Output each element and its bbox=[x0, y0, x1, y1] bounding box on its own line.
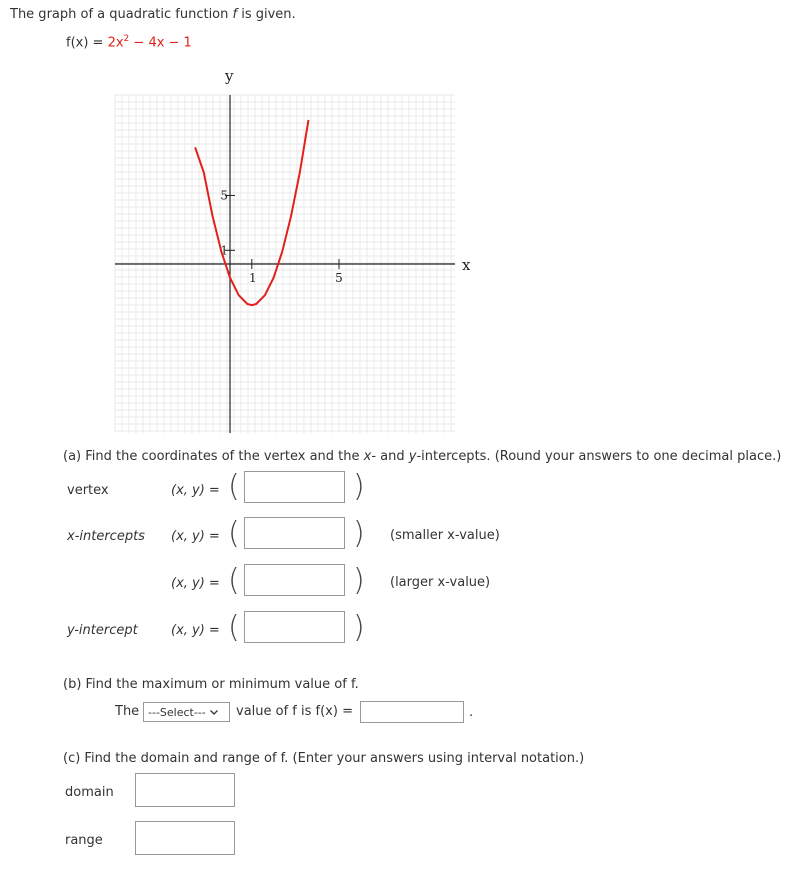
x-intercept-1-xy-label: (x, y) = bbox=[171, 529, 220, 544]
y-axis-label: y bbox=[225, 67, 234, 85]
x-intercept-1-left-paren: ( bbox=[228, 516, 240, 551]
part-a-text-2: - and bbox=[371, 449, 409, 464]
range-input[interactable] bbox=[135, 821, 235, 855]
function-term2: − 4x − 1 bbox=[129, 35, 192, 51]
part-b-prompt: (b) Find the maximum or minimum value of f. bbox=[63, 677, 359, 692]
x-axis-label: x bbox=[462, 256, 470, 274]
function-graph bbox=[100, 60, 470, 440]
part-c-prompt: (c) Find the domain and range of f. (Enter your answers using interval notation.) bbox=[63, 751, 585, 766]
y-intercept-right-paren: ) bbox=[353, 610, 365, 645]
part-a-x: x bbox=[363, 449, 372, 464]
intro-suffix: is given. bbox=[237, 7, 296, 22]
part-a-prompt bbox=[63, 449, 781, 464]
vertex-label: vertex bbox=[67, 483, 109, 498]
domain-label: domain bbox=[65, 785, 114, 800]
function-lhs: f(x) = bbox=[66, 35, 108, 51]
part-a-y: y bbox=[408, 449, 417, 464]
function-exponent: 2 bbox=[123, 34, 130, 44]
vertex-right-paren: ) bbox=[353, 469, 365, 504]
x-intercept-2-right-paren: ) bbox=[353, 563, 365, 598]
y-tick-label-5: 5 bbox=[220, 188, 228, 203]
x-tick-label-1: 1 bbox=[248, 271, 257, 285]
vertex-xy-label: (x, y) = bbox=[171, 483, 220, 498]
x-intercept-2-left-paren: ( bbox=[228, 563, 240, 598]
x-intercept-2-xy-label: (x, y) = bbox=[171, 576, 220, 591]
part-b-value-of: value of f is f(x) = bbox=[236, 704, 353, 719]
intro-text: The graph of a quadratic function bbox=[10, 7, 233, 22]
max-min-select-value: ---Select--- bbox=[148, 705, 206, 719]
vertex-left-paren: ( bbox=[228, 469, 240, 504]
x-tick-label-5: 5 bbox=[335, 271, 343, 285]
y-intercept-left-paren: ( bbox=[228, 610, 240, 645]
part-b-the: The bbox=[115, 704, 140, 719]
x-intercept-smaller-input[interactable] bbox=[244, 517, 345, 549]
part-a-text-1: (a) Find the coordinates of the vertex and the bbox=[63, 449, 364, 464]
part-a-text-3: -intercepts. (Round your answers to one decimal place.) bbox=[416, 449, 782, 464]
larger-x-note: (larger x-value) bbox=[390, 575, 491, 590]
y-intercept-input[interactable] bbox=[244, 611, 345, 643]
problem-statement bbox=[10, 7, 296, 22]
function-definition bbox=[66, 34, 192, 50]
extreme-value-input[interactable] bbox=[360, 701, 464, 723]
y-intercept-label: y-intercept bbox=[67, 623, 138, 638]
y-intercept-xy-label: (x, y) = bbox=[171, 623, 220, 638]
range-label: range bbox=[65, 833, 103, 848]
vertex-input[interactable] bbox=[244, 471, 345, 503]
chevron-down-icon bbox=[210, 710, 218, 715]
axis-ticks bbox=[225, 196, 339, 270]
part-b-period: . bbox=[469, 705, 474, 720]
domain-input[interactable] bbox=[135, 773, 235, 807]
x-intercepts-label: x-intercepts bbox=[67, 529, 145, 544]
max-min-select[interactable] bbox=[143, 702, 230, 722]
x-intercept-1-right-paren: ) bbox=[353, 516, 365, 551]
function-term1: 2x bbox=[107, 35, 124, 51]
x-intercept-larger-input[interactable] bbox=[244, 564, 345, 596]
y-tick-label-1: 1 bbox=[220, 243, 228, 258]
smaller-x-note: (smaller x-value) bbox=[390, 528, 500, 543]
function-name: f bbox=[232, 7, 238, 22]
